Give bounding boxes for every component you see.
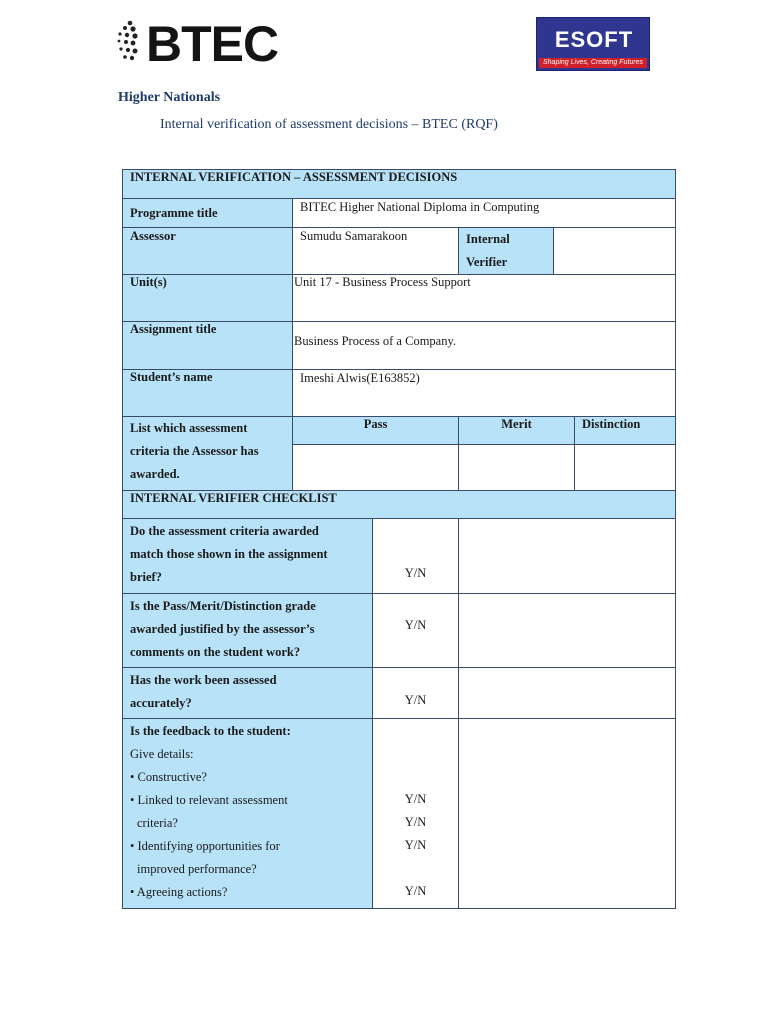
programme-title-label: Programme title [123, 199, 293, 228]
q4-item-linked-cont: criteria? [137, 816, 178, 830]
criteria-label [123, 417, 293, 491]
merit-header: Merit [459, 417, 575, 445]
internal-verifier-label-line2: Verifier [466, 255, 508, 269]
programme-title-value[interactable]: BITEC Higher National Diploma in Computing [293, 199, 676, 228]
btec-logo-text: BTEC [146, 16, 279, 72]
q3-comment[interactable] [459, 668, 676, 719]
esoft-logo [536, 17, 650, 71]
criteria-label-line2: criteria the Assessor has [130, 444, 259, 458]
criteria-label-line3: awarded. [130, 467, 180, 481]
q4-yn-2[interactable]: Y/N [404, 815, 427, 829]
document-subtitle: Internal verification of assessment decisions – BTEC (RQF) [160, 117, 498, 132]
q4-yn-4[interactable]: Y/N [404, 884, 427, 898]
assignment-title-label: Assignment title [123, 322, 293, 370]
btec-logo [116, 16, 279, 72]
internal-verifier-label-line1: Internal [466, 232, 510, 246]
btec-dots-icon [116, 20, 148, 64]
distinction-criteria-cell[interactable] [575, 445, 676, 491]
checklist-question-1 [123, 519, 373, 594]
q4-give-details: Give details: [130, 747, 194, 761]
q2-line1: Is the Pass/Merit/Distinction grade [130, 599, 316, 613]
q4-item-opportunities: • Identifying opportunities for [130, 839, 280, 853]
q4-title: Is the feedback to the student: [130, 724, 291, 738]
q4-comment[interactable] [459, 719, 676, 909]
distinction-header: Distinction [575, 417, 676, 445]
assignment-title-value[interactable]: Business Process of a Company. [293, 322, 676, 370]
q2-line3: comments on the student work? [130, 645, 301, 659]
checklist-question-3 [123, 668, 373, 719]
checklist-question-2 [123, 594, 373, 668]
internal-verifier-value[interactable] [554, 228, 676, 275]
internal-verifier-label [459, 228, 554, 275]
q2-yn[interactable]: Y/N [373, 594, 459, 668]
checklist-title: INTERNAL VERIFIER CHECKLIST [123, 491, 676, 519]
q4-yn-group [373, 719, 459, 909]
criteria-label-line1: List which assessment [130, 421, 248, 435]
q3-yn[interactable]: Y/N [373, 668, 459, 719]
q1-yn[interactable]: Y/N [373, 519, 459, 594]
unit-label: Unit(s) [123, 275, 293, 322]
q4-item-opportunities-cont: improved performance? [137, 862, 257, 876]
verification-form [122, 169, 676, 909]
q3-line2: accurately? [130, 696, 192, 710]
section-title: INTERNAL VERIFICATION – ASSESSMENT DECISIONS [123, 170, 676, 199]
q4-yn-3[interactable]: Y/N [404, 838, 427, 852]
assessor-value[interactable]: Sumudu Samarakoon [293, 228, 459, 275]
q4-yn-1[interactable]: Y/N [404, 792, 427, 806]
pass-criteria-cell[interactable] [293, 445, 459, 491]
assessor-label: Assessor [123, 228, 293, 275]
q1-comment[interactable] [459, 519, 676, 594]
q3-line1: Has the work been assessed [130, 673, 277, 687]
q2-comment[interactable] [459, 594, 676, 668]
esoft-tagline: Shaping Lives, Creating Futures [539, 58, 647, 68]
q1-line1: Do the assessment criteria awarded [130, 524, 319, 538]
q4-item-agreeing: • Agreeing actions? [130, 885, 228, 899]
unit-value[interactable]: Unit 17 - Business Process Support [293, 275, 676, 322]
pass-header: Pass [293, 417, 459, 445]
q2-line2: awarded justified by the assessor’s [130, 622, 315, 636]
student-name-label: Student’s name [123, 370, 293, 417]
student-name-value[interactable]: Imeshi Alwis(E163852) [293, 370, 676, 417]
q1-line2: match those shown in the assignment [130, 547, 328, 561]
merit-criteria-cell[interactable] [459, 445, 575, 491]
q4-item-linked: • Linked to relevant assessment [130, 793, 288, 807]
higher-nationals-heading: Higher Nationals [118, 90, 221, 105]
q4-item-constructive: • Constructive? [130, 770, 207, 784]
checklist-question-4 [123, 719, 373, 909]
q1-line3: brief? [130, 570, 162, 584]
esoft-logo-text: ESOFT [554, 27, 634, 52]
